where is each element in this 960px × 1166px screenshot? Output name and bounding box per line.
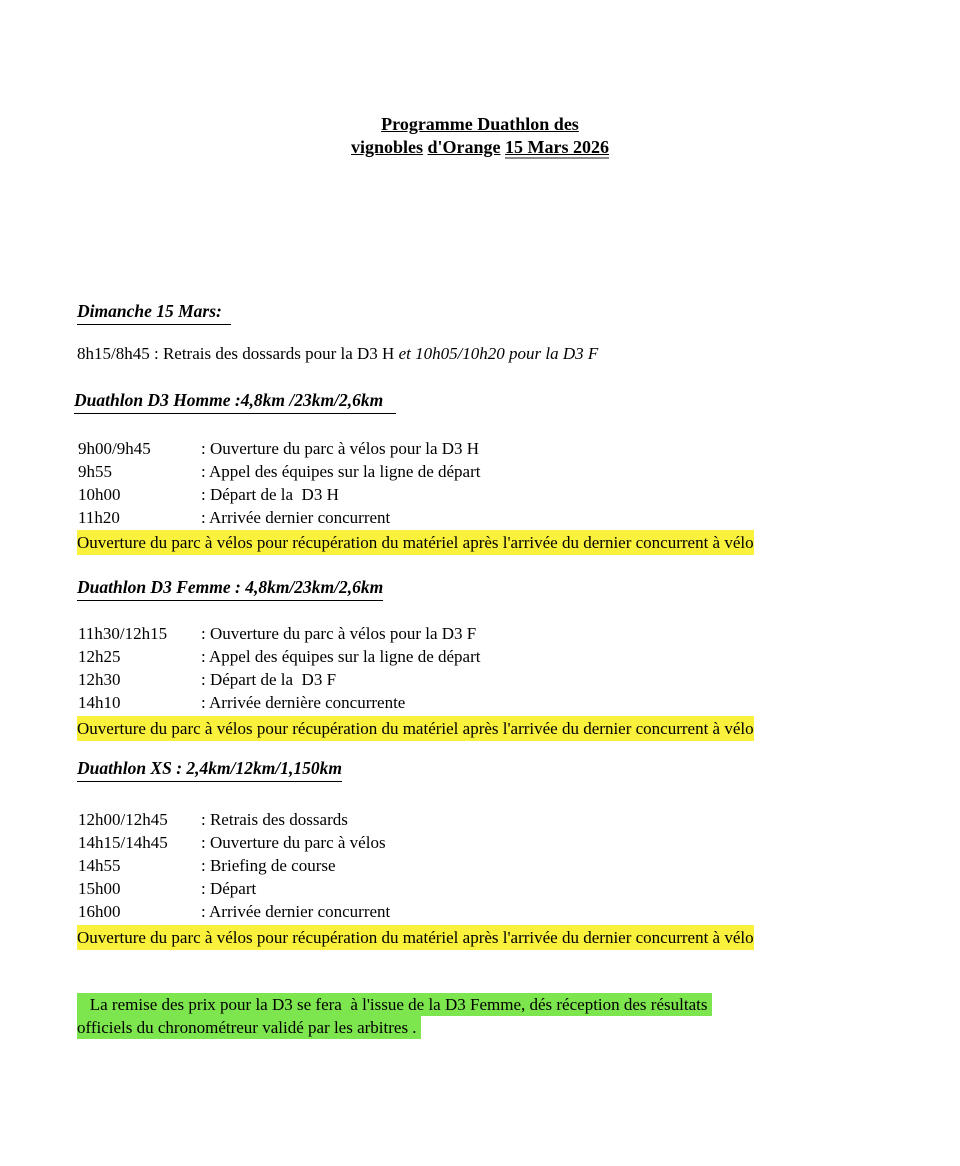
schedule-desc: : Briefing de course xyxy=(201,856,336,875)
schedule-time: 10h00 xyxy=(78,485,121,504)
schedule-time: 11h30/12h15 xyxy=(78,624,168,643)
schedule-row xyxy=(78,506,480,529)
schedule-desc: : Arrivée dernière concurrente xyxy=(201,693,406,712)
schedule-row xyxy=(78,877,390,900)
schedule-row xyxy=(78,437,480,460)
schedule-desc: : Ouverture du parc à vélos xyxy=(201,833,386,852)
schedule-time: 9h00/9h45 xyxy=(78,439,151,458)
award-note-line-1: La remise des prix pour la D3 se fera à l'issue de la D3 Femme, dés réception des résultats xyxy=(77,995,712,1014)
day-heading-text: Dimanche 15 Mars: xyxy=(77,300,231,325)
day-heading xyxy=(77,300,231,325)
schedule-row xyxy=(78,691,480,714)
schedule-desc: : Arrivée dernier concurrent xyxy=(201,508,391,527)
schedule-time: 15h00 xyxy=(78,879,121,898)
document-title xyxy=(0,113,960,159)
title-line-2 xyxy=(0,136,960,159)
schedule-row xyxy=(78,808,390,831)
schedule-time: 16h00 xyxy=(78,902,121,921)
schedule-desc: : Arrivée dernier concurrent xyxy=(201,902,391,921)
schedule-desc: : Départ de la D3 H xyxy=(201,485,339,504)
schedule-desc: : Appel des équipes sur la ligne de départ xyxy=(201,647,481,666)
schedule-time: 9h55 xyxy=(78,462,112,481)
highlight-note-yellow: Ouverture du parc à vélos pour récupération du matériel après l'arrivée du dernier concurrent à vélo xyxy=(77,925,754,950)
section-heading-xs-text: Duathlon XS : 2,4km/12km/1,150km xyxy=(77,757,342,782)
schedule-desc: : Ouverture du parc à vélos pour la D3 H xyxy=(201,439,480,458)
title-line-1 xyxy=(0,113,960,136)
schedule-time: 14h15/14h45 xyxy=(78,833,168,852)
section-heading-d3-homme xyxy=(74,389,396,414)
title-word-dorange: d'Orange xyxy=(427,137,501,157)
schedule-time: 12h25 xyxy=(78,647,121,666)
bike-park-note-d3-homme xyxy=(77,530,754,555)
highlight-note-yellow: Ouverture du parc à vélos pour récupération du matériel après l'arrivée du dernier concurrent à vélo xyxy=(77,530,754,555)
schedule-row xyxy=(78,460,480,483)
schedule-desc: : Appel des équipes sur la ligne de départ xyxy=(201,462,481,481)
schedule-desc: : Départ de la D3 F xyxy=(201,670,337,689)
schedule-row xyxy=(78,668,480,691)
schedule-desc: : Ouverture du parc à vélos pour la D3 F xyxy=(201,624,477,643)
section-heading-d3-femme xyxy=(77,576,383,601)
bib-pickup-normal: 8h15/8h45 : Retrais des dossards pour la D3 H xyxy=(77,344,399,363)
schedule-desc: : Départ xyxy=(201,879,257,898)
highlight-note-yellow: Ouverture du parc à vélos pour récupération du matériel après l'arrivée du dernier concurrent à vélo xyxy=(77,716,754,741)
bib-pickup-line xyxy=(77,342,598,365)
schedule-row xyxy=(78,831,390,854)
section-heading-d3-femme-text: Duathlon D3 Femme : 4,8km/23km/2,6km xyxy=(77,576,383,601)
schedule-time: 11h20 xyxy=(78,508,120,527)
schedule-time: 12h30 xyxy=(78,670,121,689)
bib-pickup-italic: et 10h05/10h20 pour la D3 F xyxy=(398,344,599,363)
schedule-time: 12h00/12h45 xyxy=(78,810,168,829)
bike-park-note-d3-femme xyxy=(77,716,754,741)
title-date: 15 Mars 2026 xyxy=(505,137,610,157)
schedule-time: 14h55 xyxy=(78,856,121,875)
schedule-row xyxy=(78,900,390,923)
section-heading-d3-homme-text: Duathlon D3 Homme :4,8km /23km/2,6km xyxy=(74,389,396,414)
schedule-row xyxy=(78,854,390,877)
award-note-line-2: officiels du chronométreur validé par les arbitres . xyxy=(77,1018,421,1037)
title-word-vignobles: vignobles xyxy=(350,137,424,157)
title-line-1-text: Programme Duathlon des xyxy=(381,114,579,134)
schedule-d3-homme xyxy=(78,437,480,529)
schedule-row xyxy=(78,483,480,506)
schedule-row xyxy=(78,622,480,645)
award-ceremony-note xyxy=(77,993,712,1039)
bike-park-note-xs xyxy=(77,925,754,950)
schedule-row xyxy=(78,645,480,668)
section-heading-xs xyxy=(77,757,342,782)
schedule-d3-femme xyxy=(78,622,480,714)
schedule-desc: : Retrais des dossards xyxy=(201,810,348,829)
schedule-xs xyxy=(78,808,390,923)
schedule-time: 14h10 xyxy=(78,693,121,712)
